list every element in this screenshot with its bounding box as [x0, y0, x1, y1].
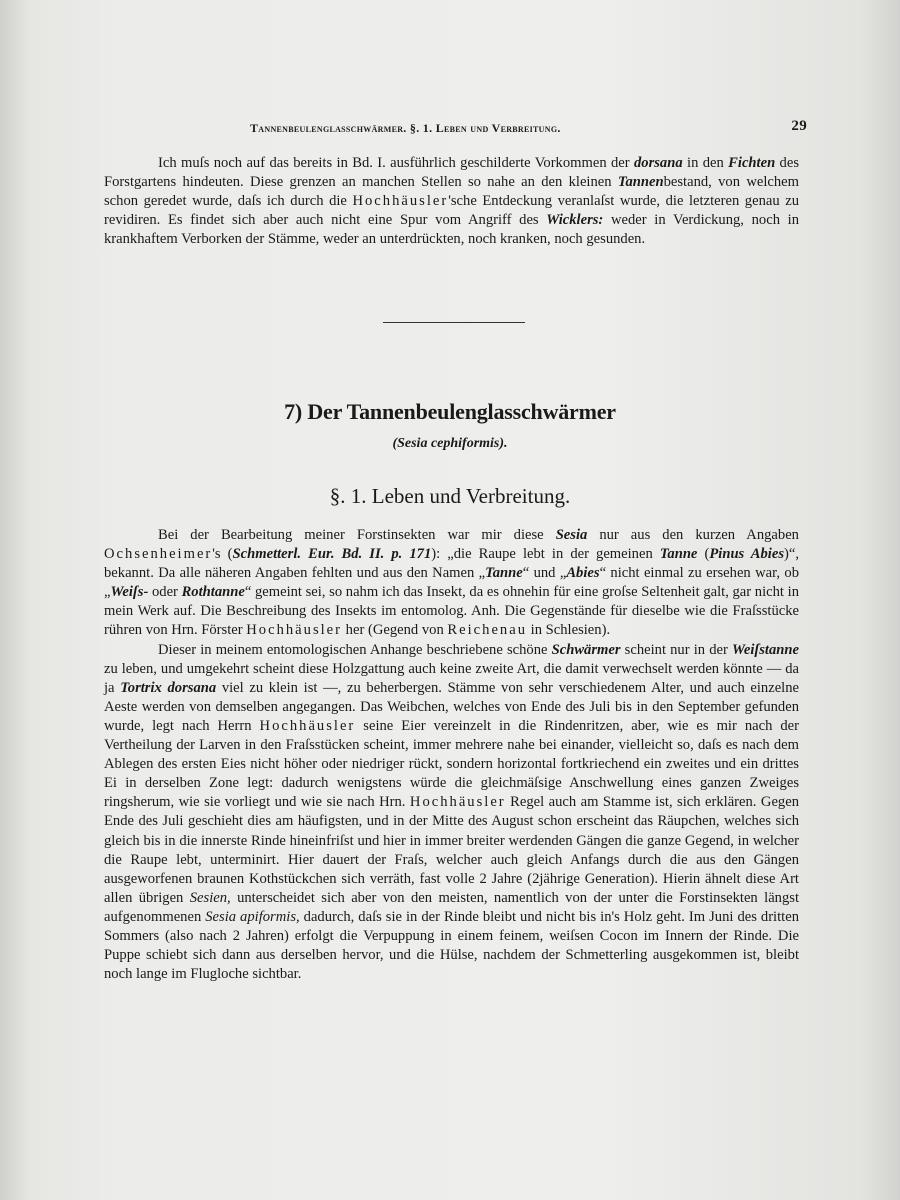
page-number: 29	[791, 118, 807, 134]
chapter-subtitle: (Sesia cephiformis).	[392, 436, 508, 451]
paragraph-1: Bei der Bearbeitung meiner Forstinsekten war mir diese Sesia nur aus den kurzen Angaben Ochsenheimer's (Schmetterl. Eur. Bd. II. p. 171): „die Raupe lebt in der gemeinen Tanne (Pinus Abies)“, bekannt. Da alle näheren Angaben fehlten und aus den Namen „Tanne“ und „Abies“ nicht einmal zu ersehen war, ob „Weiſs- oder Rothtanne“ gemeint sei, so nahm ich das Insekt, da es ohnehin für eine groſse Seltenheit galt, gar nicht in mein Werk auf. Die Beschreibung des Insekts im entomolog. Anh. Die Gegenstände für dieselbe wie die Fraſsstücke rühren von Hrn. Förster Hochhäusler her (Gegend von Reichenau in Schlesien).	[104, 527, 800, 639]
paragraph-2: Dieser in meinem entomologischen Anhange beschriebene schöne Schwärmer scheint nur in der Weiſstanne zu leben, und umgekehrt scheint diese Holzgattung auch keine zweite Art, die damit verwechselt werden könnte — da ja Tortrix dorsana viel zu klein ist —, zu beherbergen. Stämme von sehr verschiedenem Alter, und auch einzelne Aeste werden von demselben angegangen. Das Weibchen, welches von Ende des Juli bis in den September gefunden wurde, legt nach Herrn Hochhäusler seine Eier vereinzelt in die Rindenritzen, aber, wie es mir nach der Vertheilung der Larven in den Fraſsstücken scheint, immer mehrere nahe bei einander, vielleicht so, daſs es nach dem Ablegen des ersten Eies nicht höher oder niedriger rückt, sondern horizontal fortkriechend ein zweites und ein drittes Ei in derselben Zone legt: dadurch wenigstens würde die gleichmäſsige Anschwellung eines ganzen Zweiges ringsherum, wie sie vorliegt und wie sie nach Hrn. Hochhäusler Regel auch am Stamme ist, sich erklären. Gegen Ende des Juli geschieht dies am häufigsten, und in der Mitte des August schon erscheint das Räupchen, welches sich gleich bis in die innerste Rinde hineinfriſst und hier in immer breiter werdenden Gängen die ganze Gegend, in welcher die Raupe lebt, unterminirt. Hier dauert der Fraſs, welcher auch gleich Anfangs durch die aus den Gängen ausgeworfenen braunen Kothstückchen sich verräth, fast volle 2 Jahre (2jährige Generation). Hierin ähnelt diese Art allen übrigen Sesien, unterscheidet sich aber von den meisten, namentlich von der unter die Forstinsekten längst aufgenommenen Sesia apiformis, dadurch, daſs sie in der Rinde bleibt und nicht bis in's Holz geht. Im Juni des dritten Sommers (also nach 2 Jahren) erfolgt die Verpuppung in einem feinem, weiſsen Cocon im Innern der Rinde. Die Puppe schiebt sich dann aus derselben hervor, und die Hülse, nachdem der Schmetterling ausgekommen ist, bleibt noch lange im Flugloche sichtbar.	[104, 641, 800, 983]
main-text	[104, 526, 799, 984]
running-header	[250, 118, 815, 136]
intro-paragraph: Ich muſs noch auf das bereits in Bd. I. ausführlich geschilderte Vorkommen der dorsana in den Fichten des Forstgartens hindeuten. Diese grenzen an manchen Stellen so nahe an den kleinen Tannenbestand, von welchem schon geredet wurde, daſs ich durch die Hochhäusler'sche Entdeckung veranlaſst wurde, die letzteren genau zu revidiren. Es findet sich aber auch nicht eine Spur vom Angriff des Wicklers: weder in Verdickung, noch in krankhaftem Verborken der Stämme, weder an unterdrückten, noch kranken, noch gesunden.	[104, 155, 800, 248]
running-title: Tannenbeulenglasschwärmer. §. 1. Leben und Verbreitung.	[250, 121, 561, 135]
section-title: §. 1. Leben und Verbreitung.	[329, 484, 571, 508]
section-divider	[383, 322, 525, 323]
chapter-title: 7) Der Tannenbeulenglasschwärmer	[284, 399, 616, 424]
